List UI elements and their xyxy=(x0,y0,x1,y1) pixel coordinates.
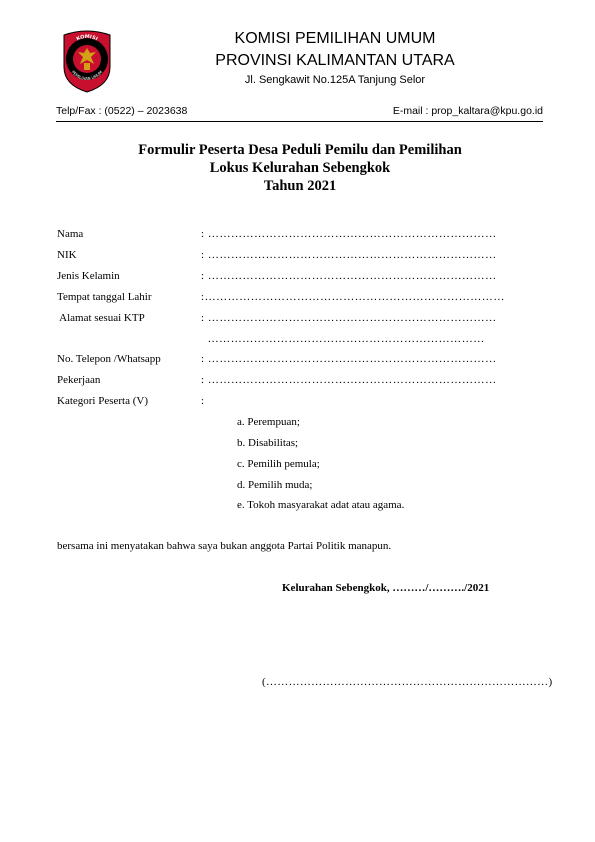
field-label-nama: Nama xyxy=(57,228,84,240)
field-label-jenis-kelamin: Jenis Kelamin xyxy=(57,270,120,282)
field-nik[interactable]: : ………………………………………………………………… xyxy=(201,249,497,261)
kpu-logo xyxy=(60,27,114,93)
email: E-mail : prop_kaltara@kpu.go.id xyxy=(392,105,543,117)
field-nama[interactable]: : ………………………………………………………………… xyxy=(201,228,497,240)
field-label-pekerjaan: Pekerjaan xyxy=(57,374,101,386)
header-divider xyxy=(56,121,543,122)
form-title-line2: Lokus Kelurahan Sebengkok xyxy=(209,160,391,176)
option-perempuan[interactable]: a. Perempuan; xyxy=(237,416,300,428)
org-province: PROVINSI KALIMANTAN UTARA xyxy=(215,52,455,69)
option-pemilih-pemula[interactable]: c. Pemilih pemula; xyxy=(237,458,320,470)
field-telepon[interactable]: : ………………………………………………………………… xyxy=(201,353,497,365)
field-ttl[interactable]: :…………………………………………………………………… xyxy=(201,291,505,303)
option-tokoh-masyarakat[interactable]: e. Tokoh masyarakat adat atau agama. xyxy=(237,499,405,511)
logo-text-top: KOMISI xyxy=(75,33,99,43)
declaration-statement: bersama ini menyatakan bahwa saya bukan anggota Partai Politik manapun. xyxy=(57,540,392,552)
field-label-telepon: No. Telepon /Whatsapp xyxy=(57,353,161,365)
logo-text-bottom: PEMILIHAN UMUM xyxy=(70,69,104,82)
field-jenis-kelamin[interactable]: : ………………………………………………………………… xyxy=(201,270,497,282)
org-name: KOMISI PEMILIHAN UMUM xyxy=(234,30,436,47)
form-title-year: Tahun 2021 xyxy=(263,178,337,194)
field-label-kategori: Kategori Peserta (V) xyxy=(57,395,149,407)
field-label-alamat: Alamat sesuai KTP xyxy=(57,312,145,324)
place-date-line[interactable]: Kelurahan Sebengkok, ………/………./2021 xyxy=(282,582,490,594)
field-kategori-colon: : xyxy=(201,395,205,407)
field-pekerjaan[interactable]: : ………………………………………………………………… xyxy=(201,374,497,386)
phone-fax: Telp/Fax : (0522) – 2023638 xyxy=(56,105,188,117)
field-label-nik: NIK xyxy=(57,249,77,261)
form-title-line1: Formulir Peserta Desa Peduli Pemilu dan Pemilihan xyxy=(138,142,462,158)
field-alamat-line2[interactable]: ……………………………………………………………… xyxy=(201,333,485,345)
org-address: Jl. Sengkawit No.125A Tanjung Selor xyxy=(244,74,426,86)
option-pemilih-muda[interactable]: d. Pemilih muda; xyxy=(237,479,313,491)
option-disabilitas[interactable]: b. Disabilitas; xyxy=(237,437,299,449)
field-alamat[interactable]: : ………………………………………………………………… xyxy=(201,312,497,324)
signature-line[interactable]: (…………………………………………………………………) xyxy=(262,676,553,688)
field-label-ttl: Tempat tanggal Lahir xyxy=(57,291,152,303)
